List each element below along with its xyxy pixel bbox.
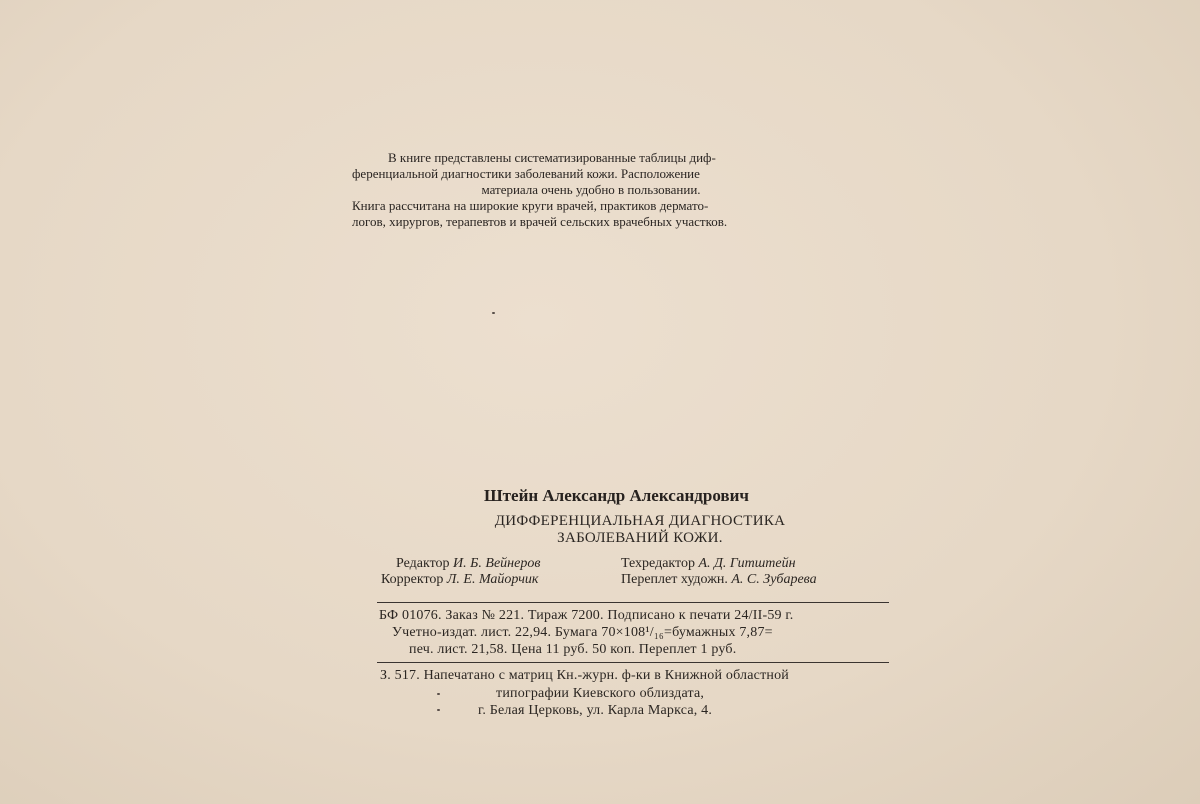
corrector-role: Корректор [381, 572, 444, 587]
tech-editor-name: А. Д. Гитштейн [698, 556, 796, 571]
book-title [470, 513, 810, 547]
editor-role: Редактор [396, 556, 450, 571]
editor-name: И. Б. Вейнеров [453, 556, 541, 571]
paper-speck [437, 693, 440, 695]
paper-speck [437, 709, 440, 711]
annotation-line: Книга рассчитана на широкие круги врачей, практиков дермато- [352, 198, 709, 213]
binding-artist-credit [621, 571, 817, 589]
annotation-line: В книге представлены систематизированные таблицы диф- [388, 150, 716, 165]
tech-editor-role: Техредактор [621, 556, 695, 571]
printer-address: г. Белая Церковь, ул. Карла Маркса, 4. [478, 703, 713, 718]
author-name: Штейн Александр Александрович [484, 486, 749, 505]
imprint-line: печ. лист. 21,58. Цена 11 руб. 50 коп. Переплет 1 руб. [409, 642, 737, 657]
binding-artist-name: А. С. Зубарева [731, 572, 817, 587]
printer-line: типографии Киевского облиздата, [496, 686, 705, 701]
divider [377, 662, 889, 663]
annotation-line: материала очень удобно в пользовании. [481, 182, 701, 197]
book-title-line: ЗАБОЛЕВАНИЙ КОЖИ. [557, 530, 723, 546]
imprint-line: БФ 01076. Заказ № 221. Тираж 7200. Подписано к печати 24/II-59 г. [379, 608, 794, 623]
corrector-name: Л. Е. Майорчик [446, 572, 539, 587]
corrector-credit [381, 571, 538, 589]
annotation-line: логов, хирургов, терапевтов и врачей сельских врачебных участков. [352, 214, 728, 229]
annotation-line: ференциальной диагностики заболеваний кожи. Расположение [352, 166, 700, 181]
paper-speck [492, 312, 495, 314]
divider [377, 602, 889, 603]
binding-artist-role: Переплет художн. [621, 572, 728, 587]
printer-line: З. 517. Напечатано с матриц Кн.-журн. ф-ки в Книжной областной [380, 668, 789, 683]
book-annotation [352, 150, 830, 230]
book-title-line: ДИФФЕРЕНЦИАЛЬНАЯ ДИАГНОСТИКА [494, 513, 786, 529]
imprint-line: Учетно-издат. лист. 22,94. Бумага 70×108¹/₁₆=бумажных 7,87= [392, 625, 773, 640]
